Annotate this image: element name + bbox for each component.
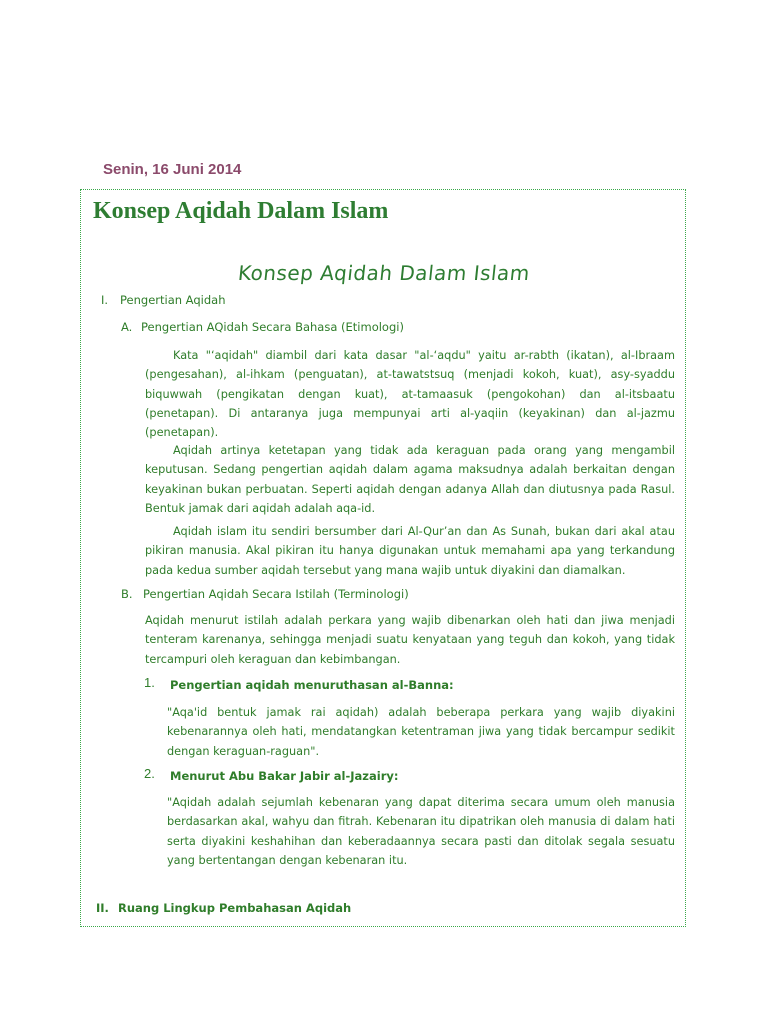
item-2-heading: Menurut Abu Bakar Jabir al-Jazairy:: [170, 769, 399, 783]
post-date: Senin, 16 Juni 2014: [103, 161, 242, 178]
subsection-a-paragraph-1: Kata "‘aqidah" diambil dari kata dasar "al-‘aqdu" yaitu ar-rabth (ikatan), al-Ibraam (pengesahan), al-ihkam (penguatan), at-tawatstsuq (menjadi kokoh, kuat), asy-syaddu biquwwah (pengikatan dengan kuat), at-tamaasuk (pengokohan) dan al-itsbaatu (penetapan). Di antaranya juga mempunyai arti al-yaqiin (keyakinan) dan al-jazmu (penetapan).: [145, 349, 675, 440]
section-2-numeral: II.: [96, 901, 109, 915]
post-title[interactable]: Konsep Aqidah Dalam Islam: [93, 198, 389, 224]
subsection-b-letter: B.: [121, 587, 133, 601]
subsection-a-heading: Pengertian AQidah Secara Bahasa (Etimologi): [141, 320, 404, 334]
subsection-a-paragraph-2: Aqidah artinya ketetapan yang tidak ada keraguan pada orang yang mengambil keputusan. Sedang pengertian aqidah dalam agama maksudnya adalah berkaitan dengan keyakinan bukan perbuatan. Seperti aqidah dengan adanya Allah dan diutusnya pada Rasul. Bentuk jamak dari aqidah adalah aqa-id.: [145, 444, 675, 515]
subsection-a-letter: A.: [121, 320, 133, 334]
section-1-numeral: I.: [101, 293, 109, 307]
subsection-b-paragraph-1: Aqidah menurut istilah adalah perkara yang wajib dibenarkan oleh hati dan jiwa menjadi tenteram karenanya, sehingga menjadi suatu kenyataan yang teguh dan kokoh, yang tidak tercampuri oleh keraguan dan kebimbangan.: [145, 614, 675, 666]
item-2-number: 2.: [144, 766, 155, 781]
subsection-a-paragraph-3: Aqidah islam itu sendiri bersumber dari Al-Qur’an dan As Sunah, bukan dari akal atau pikiran manusia. Akal pikiran itu hanya digunakan untuk memahami apa yang terkandung pada kedua sumber aqidah tersebut yang mana wajib untuk diyakini dan diamalkan.: [145, 525, 675, 577]
section-2-heading: Ruang Lingkup Pembahasan Aqidah: [118, 901, 352, 915]
item-1-heading: Pengertian aqidah menuruthasan al-Banna:: [170, 678, 454, 692]
subsection-b-heading: Pengertian Aqidah Secara Istilah (Terminologi): [143, 587, 409, 601]
section-1-heading: Pengertian Aqidah: [120, 293, 226, 307]
document-title: Konsep Aqidah Dalam Islam: [236, 261, 532, 285]
item-2-quote: "Aqidah adalah sejumlah kebenaran yang dapat diterima secara umum oleh manusia berdasarkan akal, wahyu dan fitrah. Kebenaran itu dipatrikan oleh manusia di dalam hati serta diyakini keshahihan dan keberadaannya secara pasti dan ditolak segala sesuatu yang bertentangan dengan kebenaran itu.: [167, 796, 675, 867]
item-1-quote: "Aqa'id bentuk jamak rai aqidah) adalah beberapa perkara yang wajib diyakini kebenarannya oleh hati, mendatangkan ketentraman jiwa yang tidak bercampur sedikit dengan keraguan-raguan".: [167, 706, 675, 758]
item-1-number: 1.: [144, 675, 155, 690]
